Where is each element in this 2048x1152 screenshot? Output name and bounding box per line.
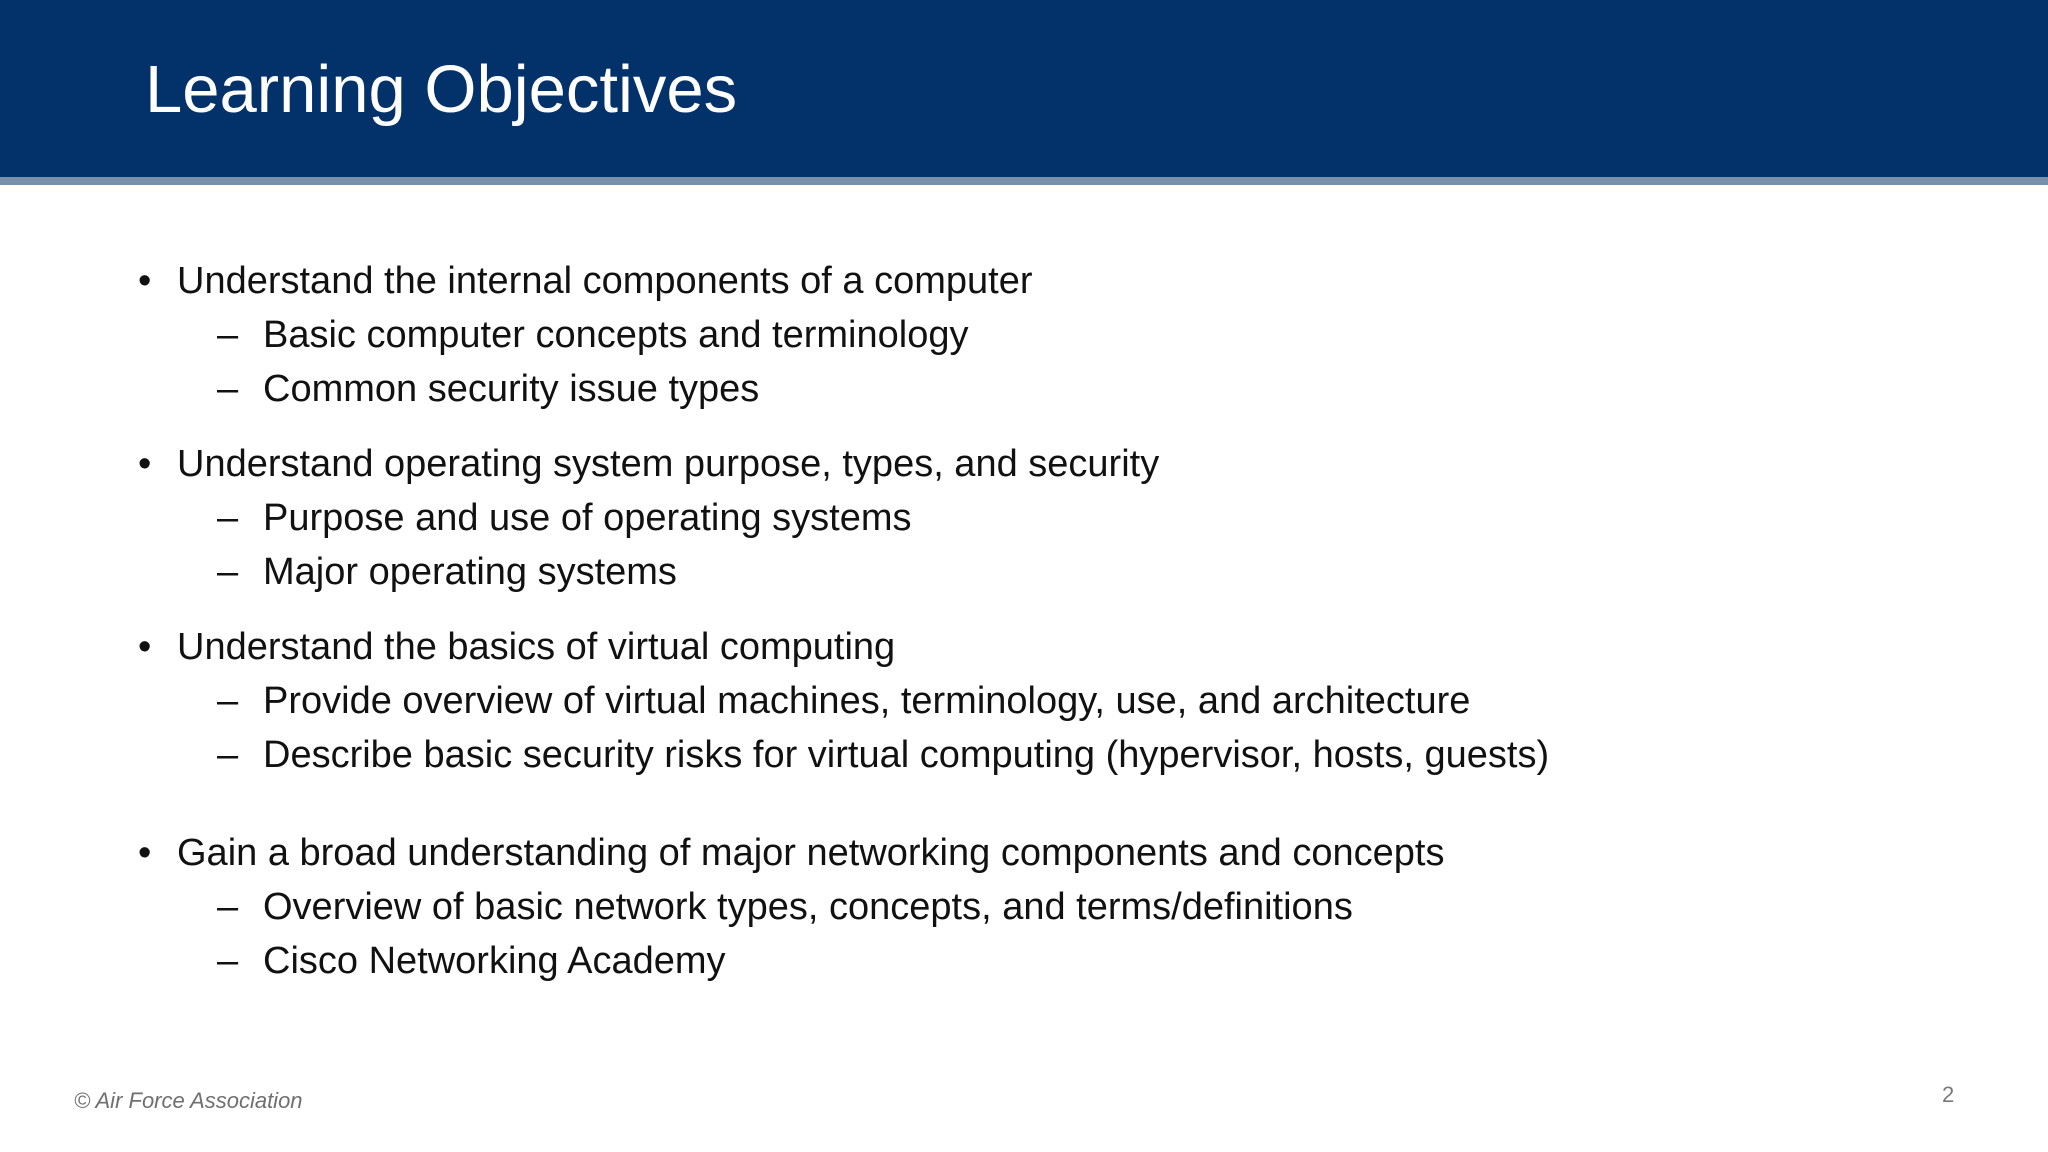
sub-bullet-item [0,308,2048,362]
sub-bullet-item [0,545,2048,599]
bullet-icon: • [138,260,152,302]
bullet-item [0,437,2048,491]
bullet-item [0,254,2048,308]
bullet-text: Understand the basics of virtual computing [177,626,896,668]
sub-bullet-text: Common security issue types [263,368,760,410]
copyright-text: © Air Force Association [74,1088,303,1113]
sub-bullet-text: Purpose and use of operating systems [263,497,912,539]
sub-bullet-item [0,880,2048,934]
dash-icon: – [217,680,239,722]
dash-icon: – [217,314,239,356]
sub-bullet-text: Major operating systems [263,551,677,593]
dash-icon: – [217,497,239,539]
dash-icon: – [217,734,239,776]
bullet-icon: • [138,443,152,485]
sub-bullet-text: Basic computer concepts and terminology [263,314,969,356]
sub-bullet-item [0,728,2048,782]
sub-bullet-text: Describe basic security risks for virtual computing (hypervisor, hosts, guests) [263,734,1550,776]
sub-bullet-item [0,674,2048,728]
sub-bullet-item [0,362,2048,416]
sub-bullet-text: Cisco Networking Academy [263,940,726,982]
objective-group [0,254,2048,416]
objective-group [0,620,2048,782]
dash-icon: – [217,551,239,593]
sub-bullet-text: Provide overview of virtual machines, terminology, use, and architecture [263,680,1471,722]
slide-title: Learning Objectives [145,52,738,127]
bullet-text: Understand the internal components of a computer [177,260,1033,302]
bullet-icon: • [138,832,152,874]
dash-icon: – [217,940,239,982]
objective-group [0,437,2048,599]
objective-group [0,826,2048,988]
sub-bullet-item [0,491,2048,545]
sub-bullet-text: Overview of basic network types, concepts, and terms/definitions [263,886,1353,928]
bullet-text: Gain a broad understanding of major networking components and concepts [177,832,1445,874]
dash-icon: – [217,886,239,928]
bullet-icon: • [138,626,152,668]
bullet-text: Understand operating system purpose, types, and security [177,443,1160,485]
bullet-item [0,620,2048,674]
page-number: 2 [1942,1082,1955,1107]
sub-bullet-item [0,934,2048,988]
bullet-item [0,826,2048,880]
dash-icon: – [217,368,239,410]
